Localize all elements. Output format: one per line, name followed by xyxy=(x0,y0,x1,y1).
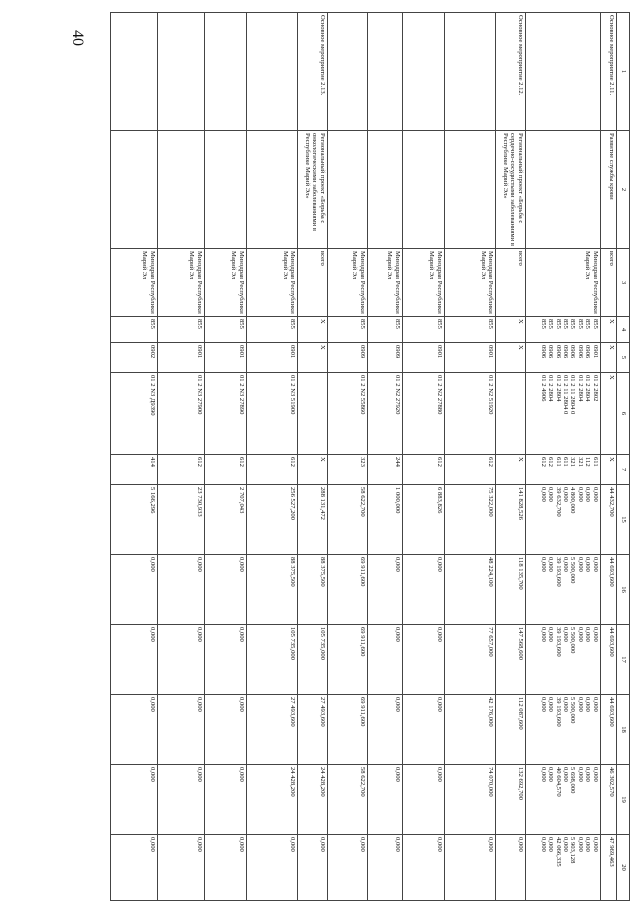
table-cell-c5: 0901 xyxy=(444,343,495,373)
table-cell-c5: Х xyxy=(496,343,526,373)
table-cell-c4: 855 xyxy=(246,317,297,343)
table-row xyxy=(157,13,204,901)
col-header-1: 1 xyxy=(617,13,630,131)
table-cell-c19: 0,000 xyxy=(367,765,402,835)
col-header-19: 19 xyxy=(617,765,630,835)
table-cell-c4: 855 xyxy=(327,317,367,343)
table-cell-c20: 0,000 xyxy=(444,835,495,901)
table-cell-c3: всего xyxy=(600,249,616,317)
col-header-2: 2 xyxy=(617,131,630,249)
table-cell-c1: Основное мероприятие 2.12. xyxy=(496,13,526,131)
table-cell-c15: 2 707,043 xyxy=(204,485,246,555)
table-cell-c19: 0,000 xyxy=(402,765,444,835)
table-cell-c17: 0,000 xyxy=(157,625,204,695)
table-cell-c6 xyxy=(496,373,526,455)
table-cell-c7: 414 xyxy=(111,455,158,485)
table-cell-c2 xyxy=(444,131,495,249)
table-cell-c18: 0,000 xyxy=(204,695,246,765)
table-cell-c15: 6 883,826 xyxy=(402,485,444,555)
table-cell-c6: Х xyxy=(600,373,616,455)
table-cell-c16: 69 911,600 xyxy=(327,555,367,625)
table-cell-c7: 612 xyxy=(157,455,204,485)
table-cell-c4: 855 xyxy=(444,317,495,343)
table-cell-c7: Х xyxy=(298,455,328,485)
table-cell-c6: 01 2 N3 27890 xyxy=(204,373,246,455)
table-row xyxy=(402,13,444,901)
table-cell-c20: 47 969,463 xyxy=(600,835,616,901)
table-cell-c3: Минздрав Республики Марий Эл xyxy=(367,249,402,317)
table-cell-c19: 0,000 xyxy=(111,765,158,835)
table-cell-c20: 0,000 xyxy=(246,835,297,901)
col-header-7: 7 xyxy=(617,455,630,485)
table-cell-c3: всего xyxy=(298,249,328,317)
table-cell-c20: 0,000 xyxy=(402,835,444,901)
table-cell-c15: 44 432,700 xyxy=(600,485,616,555)
table-cell-c4: Х xyxy=(496,317,526,343)
table-row xyxy=(327,13,367,901)
table-cell-c17: 77 657,000 xyxy=(444,625,495,695)
table-cell-c7: Х xyxy=(496,455,526,485)
table-cell-c3: Минздрав Республики Марий Эл xyxy=(525,249,600,317)
table-cell-c5: 0909 xyxy=(327,343,367,373)
table-cell-c16: 0,000 xyxy=(402,555,444,625)
table-cell-c19: 74 070,000 xyxy=(444,765,495,835)
table-cell-c17: 0,000 xyxy=(111,625,158,695)
table-cell-c7: 612 xyxy=(402,455,444,485)
table-cell-c19: 46 302,570 xyxy=(600,765,616,835)
table-cell-c5: Х xyxy=(600,343,616,373)
table-cell-c3: Минздрав Республики Марий Эл xyxy=(246,249,297,317)
table-cell-c1: Основное мероприятие 2.11. xyxy=(600,13,616,131)
table-cell-c19: 132 692,700 xyxy=(496,765,526,835)
table-cell-c3: Минздрав Республики Марий Эл xyxy=(157,249,204,317)
table-row xyxy=(246,13,297,901)
table-row xyxy=(367,13,402,901)
table-cell-c4: Х xyxy=(600,317,616,343)
table-cell-c5: 0902 xyxy=(111,343,158,373)
table-cell-c2: Развитие службы крови xyxy=(600,131,616,249)
table-cell-c5: 0909 xyxy=(367,343,402,373)
table-cell-c18: 27 493,600 xyxy=(246,695,297,765)
table-cell-c15: 256 527,200 xyxy=(246,485,297,555)
table-cell-c15: 141 828,526 xyxy=(496,485,526,555)
table-cell-c19: 0,000 xyxy=(204,765,246,835)
table-cell-c20: 0,000 xyxy=(157,835,204,901)
table-cell-c15: 75 322,000 xyxy=(444,485,495,555)
table-cell-c16: 118 135,700 xyxy=(496,555,526,625)
table-row xyxy=(444,13,495,901)
table-cell-c2 xyxy=(111,131,158,249)
table-cell-c16: 88 375,500 xyxy=(298,555,328,625)
table-cell-c1 xyxy=(157,13,204,131)
table-cell-c2: Региональный проект «Борьба с онкологическими заболеваниями в Республике Марий Эл» xyxy=(298,131,328,249)
table-row xyxy=(496,13,526,901)
col-header-3: 3 xyxy=(617,249,630,317)
col-header-16: 16 xyxy=(617,555,630,625)
table-cell-c7: 323 xyxy=(327,455,367,485)
table-cell-c5: Х xyxy=(298,343,328,373)
table-cell-c20: 0,000 xyxy=(298,835,328,901)
table-row xyxy=(111,13,158,901)
table-cell-c5: 0901 xyxy=(157,343,204,373)
table-cell-c6: 01 2 2802 01 2 2804 01 2 2804 01 2 11 2804 0 01 2 11 2804 0 01 2 2804 01 2 2804 01 2 4906 xyxy=(525,373,600,455)
table-cell-c7: Х xyxy=(600,455,616,485)
table-cell-c4: 855 xyxy=(111,317,158,343)
table-cell-c20: 0,000 xyxy=(496,835,526,901)
table-cell-c18: 0,000 0,000 0,000 5 500,000 0,000 39 193,600 0,000 0,000 xyxy=(525,695,600,765)
table-cell-c7: 612 xyxy=(444,455,495,485)
col-header-17: 17 xyxy=(617,625,630,695)
table-cell-c4: 855 855 855 855 855 855 855 855 xyxy=(525,317,600,343)
header-row xyxy=(617,13,630,901)
table-cell-c18: 42 176,000 xyxy=(444,695,495,765)
col-header-6: 6 xyxy=(617,373,630,455)
table-cell-c2: Региональный проект «Борьба с сердечно-сосудистыми заболеваниями в Республике Марий Эл» xyxy=(496,131,526,249)
table-cell-c4: 855 xyxy=(402,317,444,343)
table-cell-c18: 69 911,600 xyxy=(327,695,367,765)
table-cell-c17: 147 568,600 xyxy=(496,625,526,695)
table-cell-c6: 01 2 N3 27900 xyxy=(157,373,204,455)
table-cell-c3: Минздрав Республики Марий Эл xyxy=(327,249,367,317)
table-cell-c18: 44 693,600 xyxy=(600,695,616,765)
table-cell-c16: 0,000 xyxy=(204,555,246,625)
table-cell-c17: 0,000 xyxy=(402,625,444,695)
table-row xyxy=(204,13,246,901)
table-cell-c16: 88 375,500 xyxy=(246,555,297,625)
table-row xyxy=(600,13,616,901)
table-cell-c5: 0901 xyxy=(402,343,444,373)
col-header-4: 4 xyxy=(617,317,630,343)
table-cell-c19: 0,000 0,000 0,000 5 698,000 0,000 40 604,570 0,000 0,000 xyxy=(525,765,600,835)
table-cell-c16: 0,000 xyxy=(367,555,402,625)
table-cell-c2 xyxy=(525,131,600,249)
table-cell-c20: 0,000 0,000 0,000 5 903,128 0,000 42 066,335 0,000 0,000 xyxy=(525,835,600,901)
table-cell-c2 xyxy=(367,131,402,249)
rotated-table-wrapper xyxy=(110,12,630,900)
table-cell-c3: Минздрав Республики Марий Эл xyxy=(402,249,444,317)
table-cell-c3: всего xyxy=(496,249,526,317)
table-cell-c7: 612 xyxy=(246,455,297,485)
table-cell-c4: 855 xyxy=(367,317,402,343)
table-cell-c15: 5 166,296 xyxy=(111,485,158,555)
table-cell-c19: 24 428,200 xyxy=(246,765,297,835)
table-cell-c15: 0,000 0,000 0,000 4 800,000 0,000 39 632,700 0,000 0,000 xyxy=(525,485,600,555)
table-cell-c18: 0,000 xyxy=(402,695,444,765)
table-cell-c3: Минздрав Республики Марий Эл xyxy=(444,249,495,317)
table-cell-c7: 612 xyxy=(204,455,246,485)
table-cell-c1 xyxy=(204,13,246,131)
table-cell-c20: 0,000 xyxy=(111,835,158,901)
table-cell-c17: 44 693,600 xyxy=(600,625,616,695)
table-cell-c16: 0,000 xyxy=(111,555,158,625)
table-cell-c1 xyxy=(111,13,158,131)
table-row xyxy=(298,13,328,901)
table-cell-c17: 0,000 xyxy=(204,625,246,695)
col-header-18: 18 xyxy=(617,695,630,765)
table-cell-c1 xyxy=(525,13,600,131)
table-cell-c6: 01 2 N3 51900 xyxy=(246,373,297,455)
table-cell-c1 xyxy=(367,13,402,131)
table-cell-c16: 44 693,600 xyxy=(600,555,616,625)
table-cell-c18: 112 087,600 xyxy=(496,695,526,765)
table-cell-c17: 0,000 0,000 0,000 5 500,000 0,000 39 193,600 0,000 0,000 xyxy=(525,625,600,695)
table-cell-c3: Минздрав Республики Марий Эл xyxy=(111,249,158,317)
table-cell-c1 xyxy=(246,13,297,131)
table-cell-c1 xyxy=(327,13,367,131)
table-cell-c17: 105 735,000 xyxy=(298,625,328,695)
table-cell-c6: 01 2 N2 27880 xyxy=(402,373,444,455)
table-cell-c15: 1 000,000 xyxy=(367,485,402,555)
table-cell-c5: 0901 0906 0906 0906 0906 0906 0906 0906 xyxy=(525,343,600,373)
table-cell-c18: 27 493,600 xyxy=(298,695,328,765)
table-cell-c7: 611 112 321 321 611 611 612 612 xyxy=(525,455,600,485)
table-cell-c19: 0,000 xyxy=(157,765,204,835)
table-cell-c16: 0,000 xyxy=(157,555,204,625)
table-cell-c2 xyxy=(204,131,246,249)
table-cell-c5: 0901 xyxy=(204,343,246,373)
table-cell-c20: 0,000 xyxy=(204,835,246,901)
table-cell-c20: 0,000 xyxy=(327,835,367,901)
col-header-15: 15 xyxy=(617,485,630,555)
table-cell-c4: Х xyxy=(298,317,328,343)
table-cell-c6: 01 2 N3 Д9390 xyxy=(111,373,158,455)
table-cell-c1: Основное мероприятие 2.13. xyxy=(298,13,328,131)
table-cell-c18: 0,000 xyxy=(111,695,158,765)
table-cell-c18: 0,000 xyxy=(157,695,204,765)
table-cell-c4: 855 xyxy=(157,317,204,343)
table-cell-c3: Минздрав Республики Марий Эл xyxy=(204,249,246,317)
table-cell-c6: 01 2 N2 51920 xyxy=(444,373,495,455)
table-cell-c2 xyxy=(157,131,204,249)
page-number: 40 xyxy=(69,30,86,46)
table-cell-c17: 0,000 xyxy=(367,625,402,695)
table-cell-c16: 0,000 0,000 0,000 5 500,000 0,000 39 193,600 0,000 0,000 xyxy=(525,555,600,625)
table-cell-c1 xyxy=(402,13,444,131)
table-cell-c6: 01 2 N2 27920 xyxy=(367,373,402,455)
table-cell-c18: 0,000 xyxy=(367,695,402,765)
table-cell-c7: 244 xyxy=(367,455,402,485)
table-cell-c15: 288 131,472 xyxy=(298,485,328,555)
table-cell-c19: 24 428,200 xyxy=(298,765,328,835)
table-body xyxy=(111,13,617,901)
table-cell-c6: 01 2 N2 55860 xyxy=(327,373,367,455)
table-cell-c17: 69 911,600 xyxy=(327,625,367,695)
table-cell-c15: 58 622,700 xyxy=(327,485,367,555)
table-cell-c20: 0,000 xyxy=(367,835,402,901)
table-cell-c2 xyxy=(402,131,444,249)
col-header-5: 5 xyxy=(617,343,630,373)
budget-table xyxy=(110,12,630,901)
table-cell-c17: 105 735,000 xyxy=(246,625,297,695)
table-row xyxy=(525,13,600,901)
table-cell-c16: 48 224,100 xyxy=(444,555,495,625)
table-cell-c2 xyxy=(327,131,367,249)
table-cell-c2 xyxy=(246,131,297,249)
table-cell-c19: 58 622,700 xyxy=(327,765,367,835)
table-cell-c15: 23 730,933 xyxy=(157,485,204,555)
table-cell-c4: 855 xyxy=(204,317,246,343)
table-cell-c1 xyxy=(444,13,495,131)
col-header-20: 20 xyxy=(617,835,630,901)
table-cell-c6 xyxy=(298,373,328,455)
table-cell-c5: 0901 xyxy=(246,343,297,373)
